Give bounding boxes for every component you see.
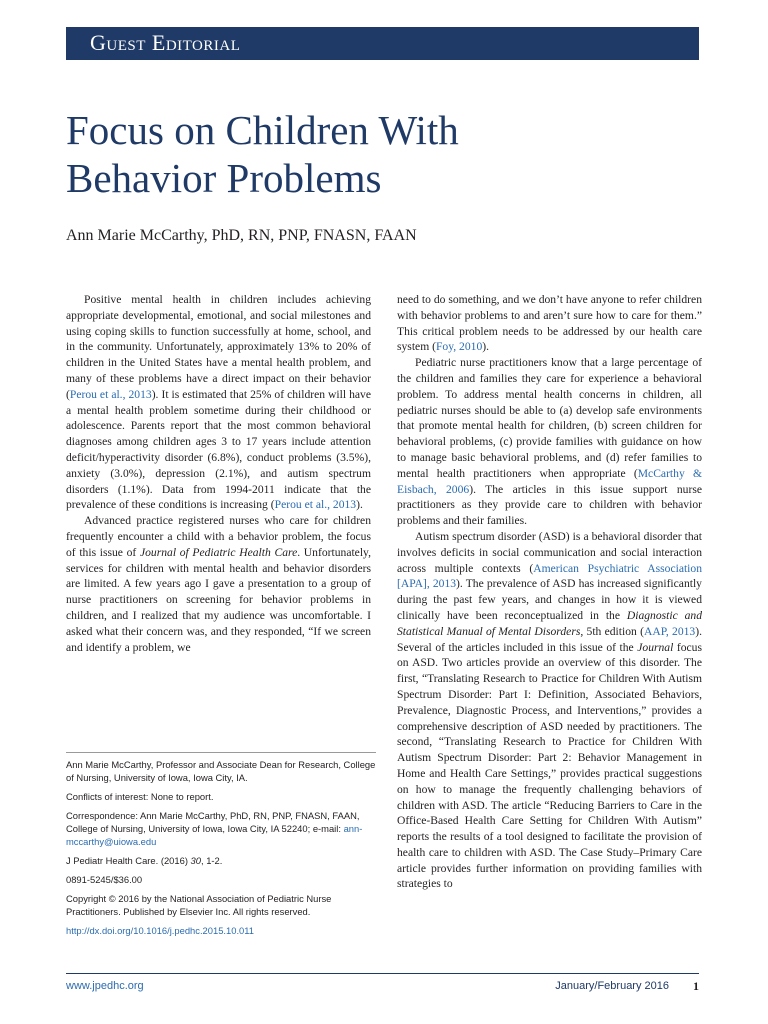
footer-divider (66, 973, 699, 974)
paragraph (66, 513, 371, 655)
journal-title: Journal of Pediatric Health Care (139, 545, 298, 559)
issue-date: January/February 2016 (555, 980, 669, 992)
correspondence (66, 809, 376, 848)
citation-link[interactable]: Perou et al., 2013 (69, 387, 152, 401)
paragraph (66, 292, 371, 513)
text-run: . Unfortunately, services for children with mental health and behavior disorders are limited. A few years ago I gave a presentation to a group of nurse practitioners on screening for behavior problems in children, and I realized that my audience was uncomfortable. I asked what their concern was, and they responded, “If we screen and identify a problem, we (66, 545, 371, 654)
text-run: Correspondence: Ann Marie McCarthy, PhD, RN, PNP, FNASN, FAAN, College of Nursing, University of Iowa, Iowa City, IA 52240; e-mail: (66, 810, 360, 834)
affiliation: Ann Marie McCarthy, Professor and Associate Dean for Research, College of Nursing, University of Iowa, Iowa City, IA. (66, 759, 376, 783)
paragraph (397, 292, 702, 355)
text-run: Autism spectrum disorder (ASD) is a behavioral disorder that involves deficits in social communication and social interaction across multiple contexts ( (397, 529, 702, 575)
paragraph (397, 355, 702, 529)
citation-link[interactable]: AAP, 2013 (643, 624, 696, 638)
citation-link[interactable]: McCarthy & Eisbach, 2006 (397, 466, 702, 496)
citation-link[interactable]: Perou et al., 2013 (274, 498, 357, 512)
text-run: Advanced practice registered nurses who care for children frequently encounter a child with a behavior problem, the focus of this issue of (66, 514, 371, 559)
journal-title: Journal (637, 640, 674, 654)
text-run: J Pediatr Health Care. (2016) (66, 855, 191, 866)
title-line-1: Focus on Children With (66, 107, 459, 153)
citation-link[interactable]: American Psychiatric Association [APA], 2013 (397, 561, 702, 591)
page-number: 1 (693, 979, 699, 993)
text-run: ). The prevalence of ASD has increased significantly during the past few years, and changes in how it is viewed clinically have been reconceptualized in the (397, 577, 702, 622)
text-run: focus on ASD. Two articles provide an overview of this disorder. The first, “Translating Research to Practice for Children With Autism Spectrum Disorder: Part I: Definition, Associated Behaviors, Prevalence, Diagnostic Process, and Interventions,” provides a comprehensive description of ASD needed by practitioners. The second, “Translating Research to Practice for Children With Autism Spectrum Disorder: Part 2: Behavior Management in Home and Health Care Settings,” provides practical suggestions on how to manage the frequently challenging behaviors of children with ASD. The article “Reducing Barriers to Care in the Office-Based Health Care Setting for Children With Autism” reports the results of a tool designed to facilitate the provision of health care to children with ASD. The Case Study–Primary Care article provides further information on providing families with strategies to (397, 640, 702, 891)
text-run: , 1-2. (200, 855, 223, 866)
text-run: , 5th edition ( (580, 624, 644, 638)
journal-url-link[interactable]: www.jpedhc.org (66, 980, 144, 992)
text-run: ). (482, 340, 490, 354)
doi (66, 924, 376, 937)
text-run: Pediatric nurse practitioners know that a large percentage of the children and families they care for experience a behavioral problem. To address mental health concerns in children, all pediatric nurses should be able to (a) develop safe environments that promote mental health for children, (b) screen children for behavioral problems, (c) provide families with guidance on how to manage basic behavioral problems, and (d) refer families to mental health practitioners when appropriate ( (397, 356, 702, 480)
text-run: ). The articles in this issue support nurse practitioners as they provide care to children with behavior problems and their families. (397, 482, 702, 528)
title-line-2: Behavior Problems (66, 155, 382, 201)
volume-number: 30 (190, 855, 201, 866)
page-footer (66, 980, 699, 996)
text-run: Positive mental health in children includes achieving appropriate developmental, emotional, and social milestones and using coping skills to function successfully at home, school, and in the community. Unfortunately, approximately 13% to 20% of children in the United States have a mental health problem, and many of these problems have a direct impact on their behavior ( (66, 293, 371, 401)
book-title: Diagnostic and Statistical Manual of Mental Disorders (397, 608, 703, 638)
article-title (66, 106, 706, 202)
doi-link[interactable]: http://dx.doi.org/10.1016/j.pedhc.2015.10.011 (66, 925, 254, 936)
issn: 0891-5245/$36.00 (66, 874, 143, 885)
author-footnote (66, 752, 376, 943)
section-banner (66, 27, 699, 60)
citation (66, 854, 376, 867)
text-run: ). (356, 498, 363, 512)
email-link[interactable]: ann-mccarthy@uiowa.edu (66, 823, 363, 847)
paragraph (397, 529, 702, 892)
author-byline: Ann Marie McCarthy, PhD, RN, PNP, FNASN, FAAN (66, 227, 417, 244)
copyright: Copyright © 2016 by the National Association of Pediatric Nurse Practitioners. Published by Elsevier Inc. All rights reserved. (66, 893, 332, 917)
body-column-left (66, 292, 371, 655)
text-run: need to do something, and we don’t have anyone to refer children with behavior problems to and aren’t sure how to care for them.” This critical problem needs to be addressed by our health care system ( (397, 293, 702, 354)
text-run: ). Several of the articles included in this issue of the (397, 624, 702, 654)
section-label: Guest Editorial (90, 30, 241, 55)
text-run: ). It is estimated that 25% of children will have a mental health problem sometime during their childhood or adolescence. Parents report that the most common behavioral diagnoses among children ages 3 to 17 years include attention deficit/hyperactivity disorder (6.8%), conduct problems (3.5%), anxiety (3.0%), depression (2.1%), and autism spectrum disorders (1.1%). Data from 1994-2011 indicate that the prevalence of these conditions is increasing ( (66, 387, 371, 512)
citation-link[interactable]: Foy, 2010 (435, 340, 483, 354)
conflicts: Conflicts of interest: None to report. (66, 791, 214, 802)
body-column-right (397, 292, 702, 892)
